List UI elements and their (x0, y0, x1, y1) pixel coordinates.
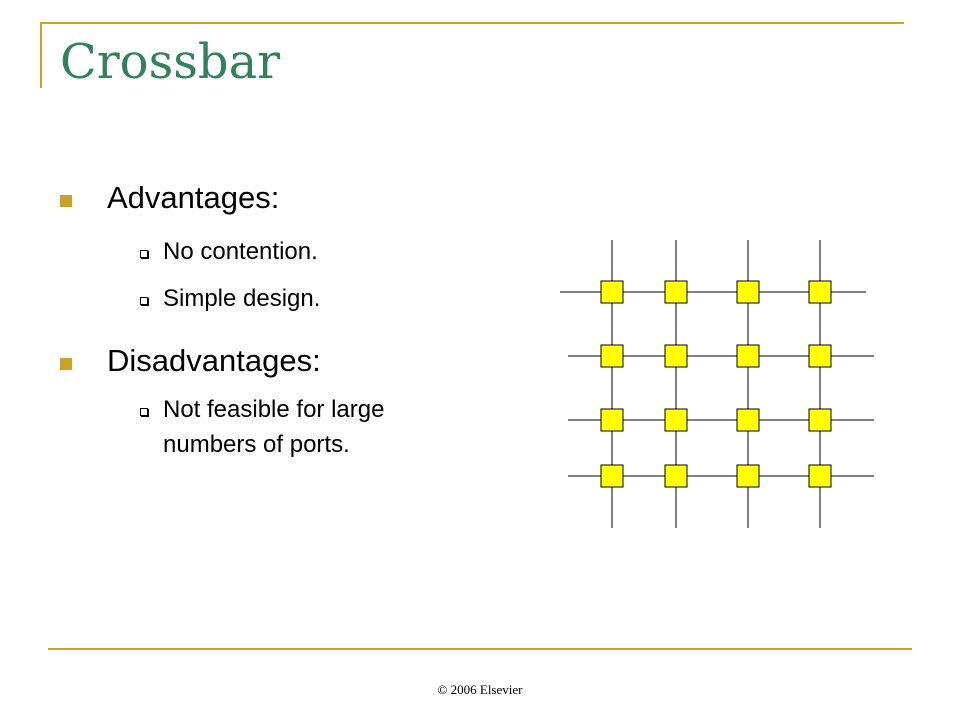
crosspoint-switch (809, 281, 831, 303)
crosspoint-switch (601, 409, 623, 431)
bullet-label: Advantages: (107, 180, 280, 215)
crosspoint-switch (601, 345, 623, 367)
crosspoint-switch (737, 465, 759, 487)
crosspoint-switch (601, 281, 623, 303)
input-lines (612, 240, 820, 528)
crosspoint-switch (809, 409, 831, 431)
crosspoints (601, 281, 831, 487)
crosspoint-switch (809, 345, 831, 367)
crosspoint-switch (737, 345, 759, 367)
footer-rule (48, 648, 912, 650)
crosspoint-switch (601, 465, 623, 487)
crosspoint-switch (665, 465, 687, 487)
sub-bullet-label: No contention. (163, 238, 318, 265)
crosspoint-switch (737, 281, 759, 303)
sub-bullet-label: Simple design. (163, 285, 321, 312)
bullet-label: Disadvantages: (107, 343, 321, 378)
crosspoint-switch (737, 409, 759, 431)
crosspoint-switch (809, 465, 831, 487)
crosspoint-switch (665, 281, 687, 303)
sub-bullet-label: Not feasible for large numbers of ports. (163, 396, 385, 458)
output-lines (560, 292, 874, 476)
copyright-footer: © 2006 Elsevier (437, 682, 523, 697)
crosspoint-switch (665, 345, 687, 367)
slide-title: Crossbar (60, 34, 281, 90)
crosspoint-switch (665, 409, 687, 431)
